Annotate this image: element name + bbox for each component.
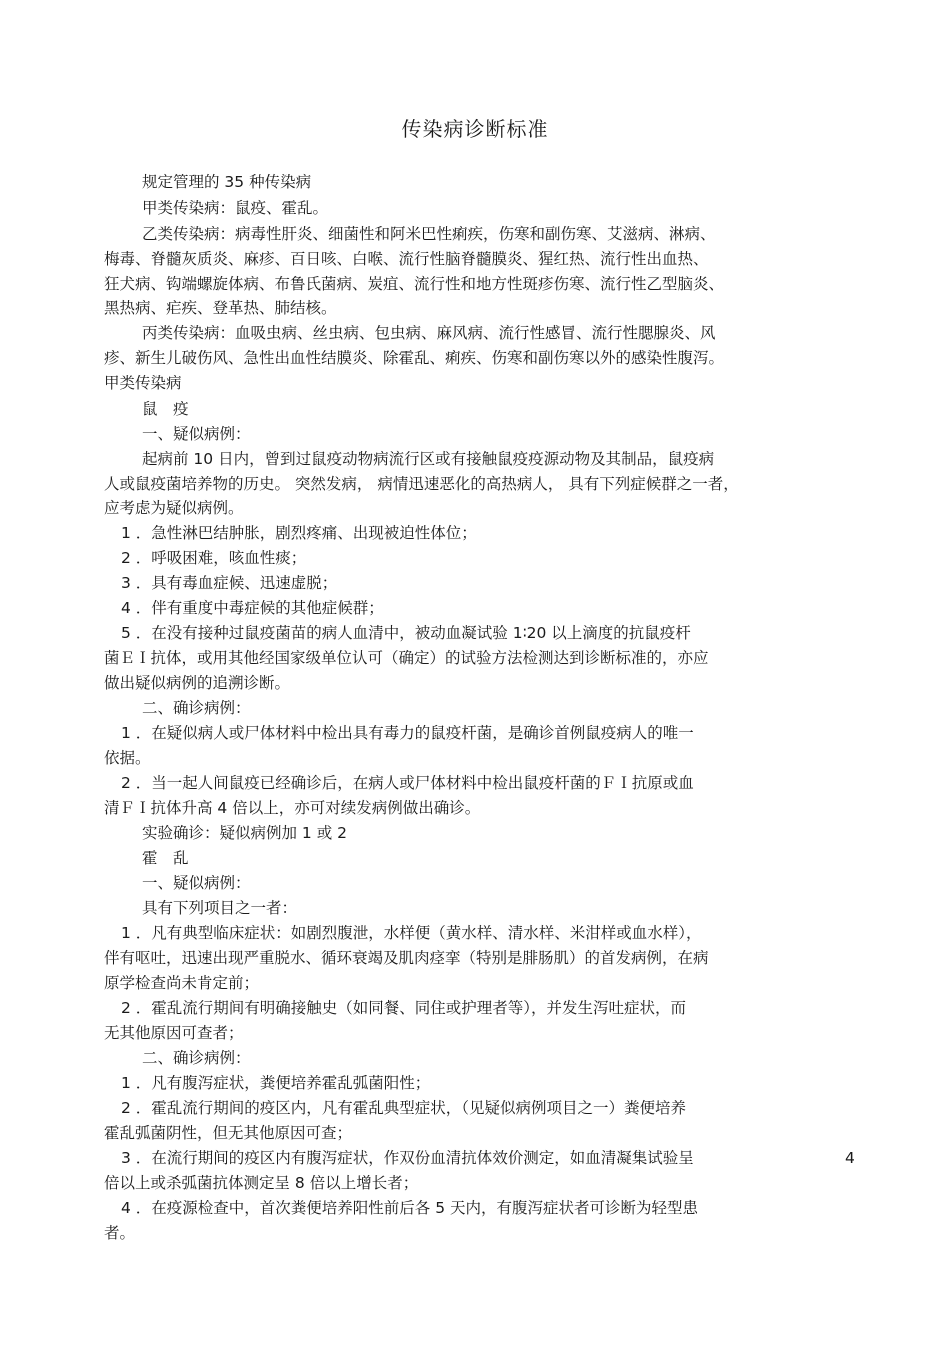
list-item: 2 ．霍乱流行期间的疫区内，凡有霍乱典型症状，（见疑似病例项目之一）粪便培养 [121,1099,687,1117]
text-line: 人或鼠疫菌培养物的历史。 突然发病， 病情迅速恶化的高热病人， 具有下列症候群之一者， [104,475,739,493]
text-line: 原学检查尚未肯定前； [104,974,260,992]
text-line: 清ＦＩ抗体升高 4 倍以上，亦可对续发病例做出确诊。 [104,799,481,817]
document-title: 传染病诊断标准 [401,117,549,141]
subsection-heading: 一、疑似病例： [142,874,251,892]
text-line: 依据。 [104,749,151,767]
text-line: 霍乱弧菌阴性，但无其他原因可查； [104,1124,353,1142]
list-item: 2 ．呼吸困难，咳血性痰； [121,549,307,567]
list-item: 3 ．在流行期间的疫区内有腹泻症状，作双份血清抗体效价测定，如血清凝集试验呈 [121,1149,694,1167]
text-line: 梅毒、脊髓灰质炎、麻疹、百日咳、白喉、流行性脑脊髓膜炎、猩红热、流行性出血热、 [104,250,709,268]
text-line: 做出疑似病例的追溯诊断。 [104,674,291,692]
text-line: 者。 [104,1224,136,1242]
list-item: 1 ．凡有典型临床症状：如剧烈腹泄，水样便（黄水样、清水样、米泔样或血水样）， [121,924,702,942]
text-line: 黑热病、疟疾、登革热、肺结核。 [104,299,337,317]
text-line: 菌ＥＩ抗体，或用其他经国家级单位认可（确定）的试验方法检测达到诊断标准的，亦应 [104,649,709,667]
disease-heading: 鼠 疫 [142,400,189,418]
text-line: 伴有呕吐，迅速出现严重脱水、循环衰竭及肌肉痉挛（特别是腓肠肌）的首发病例，在病 [104,949,709,967]
text-line: 丙类传染病：血吸虫病、丝虫病、包虫病、麻风病、流行性感冒、流行性腮腺炎、风 [142,324,716,342]
list-item: 4 ．伴有重度中毒症候的其他症候群； [121,599,384,617]
text-line: 甲类传染病：鼠疫、霍乱。 [142,199,329,217]
subsection-heading: 二、确诊病例： [142,699,251,717]
section-heading: 甲类传染病 [104,374,182,392]
list-item: 1 ．凡有腹泻症状，粪便培养霍乱弧菌阳性； [121,1074,431,1092]
text-fragment: 4 [845,1149,855,1167]
text-line: 倍以上或杀弧菌抗体测定呈 8 倍以上增长者； [104,1174,419,1192]
subsection-heading: 二、确诊病例： [142,1049,251,1067]
list-item: 1 ．急性淋巴结肿胀，剧烈疼痛、出现被迫性体位； [121,524,477,542]
text-line: 疹、新生儿破伤风、急性出血性结膜炎、除霍乱、痢疾、伤寒和副伤寒以外的感染性腹泻。 [104,349,725,367]
text-line: 乙类传染病：病毒性肝炎、细菌性和阿米巴性痢疾，伤寒和副伤寒、艾滋病、淋病、 [142,225,716,243]
text-line: 实验确诊：疑似病例加 1 或 2 [142,824,348,842]
text-line: 具有下列项目之一者： [142,899,298,917]
list-item: 2 ．霍乱流行期间有明确接触史（如同餐、同住或护理者等），并发生泻吐症状，而 [121,999,687,1017]
list-item: 2 ．当一起人间鼠疫已经确诊后，在病人或尸体材料中检出鼠疫杆菌的ＦＩ抗原或血 [121,774,694,792]
text-line: 狂犬病、钩端螺旋体病、布鲁氏菌病、炭疽、流行性和地方性斑疹伤寒、流行性乙型脑炎、 [104,275,725,293]
list-item: 5 ．在没有接种过鼠疫菌苗的病人血清中，被动血凝试验 1∶20 以上滴度的抗鼠疫杆 [121,624,691,642]
text-line: 无其他原因可查者； [104,1024,244,1042]
text-line: 规定管理的 35 种传染病 [142,173,312,191]
list-item: 1 ．在疑似病人或尸体材料中检出具有毒力的鼠疫杆菌，是确诊首例鼠疫病人的唯一 [121,724,694,742]
subsection-heading: 一、疑似病例： [142,425,251,443]
list-item: 3 ．具有毒血症候、迅速虚脱； [121,574,338,592]
disease-heading: 霍 乱 [142,849,189,867]
text-line: 应考虑为疑似病例。 [104,499,244,517]
list-item: 4 ．在疫源检查中，首次粪便培养阳性前后各 5 天内，有腹泻症状者可诊断为轻型患 [121,1199,699,1217]
text-line: 起病前 10 日内，曾到过鼠疫动物病流行区或有接触鼠疫疫源动物及其制品，鼠疫病 [142,450,715,468]
